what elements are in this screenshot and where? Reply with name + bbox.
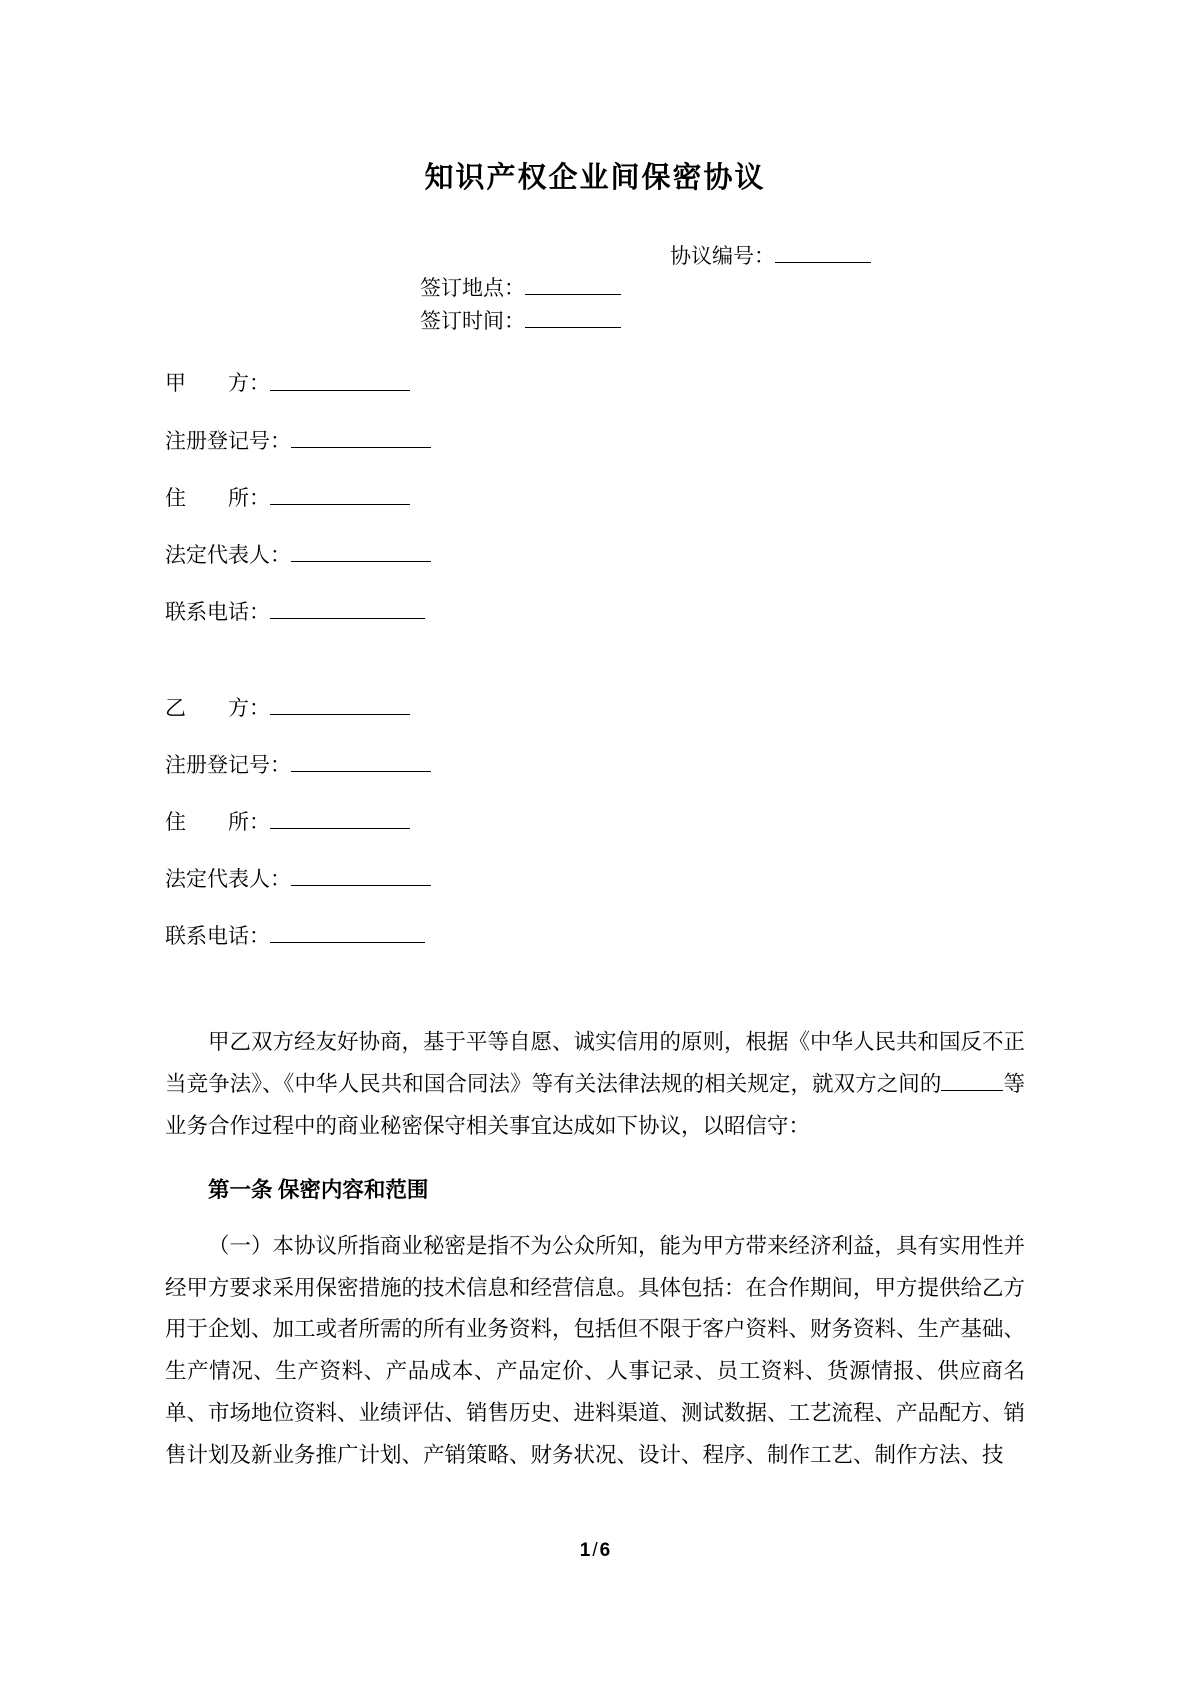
party-a-name-label: 甲 方：	[165, 371, 270, 396]
signing-time-row	[165, 305, 1025, 338]
party-a-address-row	[165, 482, 1190, 512]
party-b-registration-field[interactable]	[291, 749, 431, 772]
party-a-registration-row	[165, 425, 1190, 455]
party-a-phone-field[interactable]	[270, 596, 425, 619]
party-a-block	[0, 367, 1190, 625]
footer-current-page: 1	[579, 1540, 591, 1561]
party-b-legal-rep-label: 法定代表人：	[165, 866, 291, 891]
signing-place-row	[165, 272, 1025, 305]
signing-time-label: 签订时间：	[420, 308, 525, 333]
party-a-phone-row	[165, 596, 1190, 626]
party-b-name-label: 乙 方：	[165, 695, 270, 720]
page-title: 知识产权企业间保密协议	[424, 162, 766, 194]
party-b-registration-row	[165, 749, 1190, 779]
footer-total-pages: 6	[599, 1540, 611, 1561]
header-meta-block	[0, 240, 1190, 338]
party-b-phone-label: 联系电话：	[165, 923, 270, 948]
party-b-phone-field[interactable]	[270, 920, 425, 943]
party-a-address-label: 住 所：	[165, 485, 270, 510]
party-a-legal-rep-field[interactable]	[291, 539, 431, 562]
party-b-address-label: 住 所：	[165, 809, 270, 834]
document-body	[0, 1022, 1190, 1477]
section-one-heading: 第一条 保密内容和范围	[208, 1177, 429, 1202]
party-b-phone-row	[165, 920, 1190, 950]
party-a-registration-label: 注册登记号：	[165, 428, 291, 453]
party-b-block	[0, 692, 1190, 950]
party-b-registration-label: 注册登记号：	[165, 752, 291, 777]
party-a-address-field[interactable]	[270, 482, 410, 505]
intro-text-part2: 等业务合作过程中的商业秘密保守相关事宜达成如下协议，以昭信守：	[165, 1071, 1025, 1138]
agreement-number-field[interactable]	[775, 240, 871, 263]
party-b-name-field[interactable]	[270, 692, 410, 715]
page-footer	[0, 1540, 1190, 1562]
party-a-name-field[interactable]	[270, 367, 410, 390]
agreement-number-label: 协议编号：	[670, 243, 775, 268]
signing-place-label: 签订地点：	[420, 276, 525, 301]
business-scope-field[interactable]	[941, 1069, 1003, 1090]
party-a-registration-field[interactable]	[291, 425, 431, 448]
agreement-number-row	[165, 240, 1025, 273]
intro-paragraph	[165, 1022, 1025, 1148]
party-a-legal-rep-label: 法定代表人：	[165, 542, 291, 567]
party-a-legal-rep-row	[165, 539, 1190, 569]
party-b-legal-rep-field[interactable]	[291, 863, 431, 886]
party-b-name-row	[165, 692, 1190, 722]
section-one-clause-1: （一）本协议所指商业秘密是指不为公众所知，能为甲方带来经济利益，具有实用性并经甲方要求采用保密措施的技术信息和经营信息。具体包括：在合作期间，甲方提供给乙方用于企划、加工或者所需的所有业务资料，包括但不限于客户资料、财务资料、生产基础、生产情况、生产资料、产品成本、产品定价、人事记录、员工资料、货源情报、供应商名单、市场地位资料、业绩评估、销售历史、进料渠道、测试数据、工艺流程、产品配方、销售计划及新业务推广计划、产销策略、财务状况、设计、程序、制作工艺、制作方法、技	[165, 1233, 1026, 1468]
intro-text-part1: 甲乙双方经友好协商，基于平等自愿、诚实信用的原则，根据《中华人民共和国反不正当竞争法》、《中华人民共和国合同法》等有关法律法规的相关规定，就双方之间的	[165, 1029, 1026, 1096]
party-a-phone-label: 联系电话：	[165, 599, 270, 624]
signing-place-field[interactable]	[525, 272, 621, 295]
party-b-address-row	[165, 806, 1190, 836]
signing-time-field[interactable]	[525, 305, 621, 328]
footer-separator: /	[592, 1540, 598, 1561]
party-b-legal-rep-row	[165, 863, 1190, 893]
party-b-address-field[interactable]	[270, 806, 410, 829]
party-a-name-row	[165, 367, 1190, 397]
